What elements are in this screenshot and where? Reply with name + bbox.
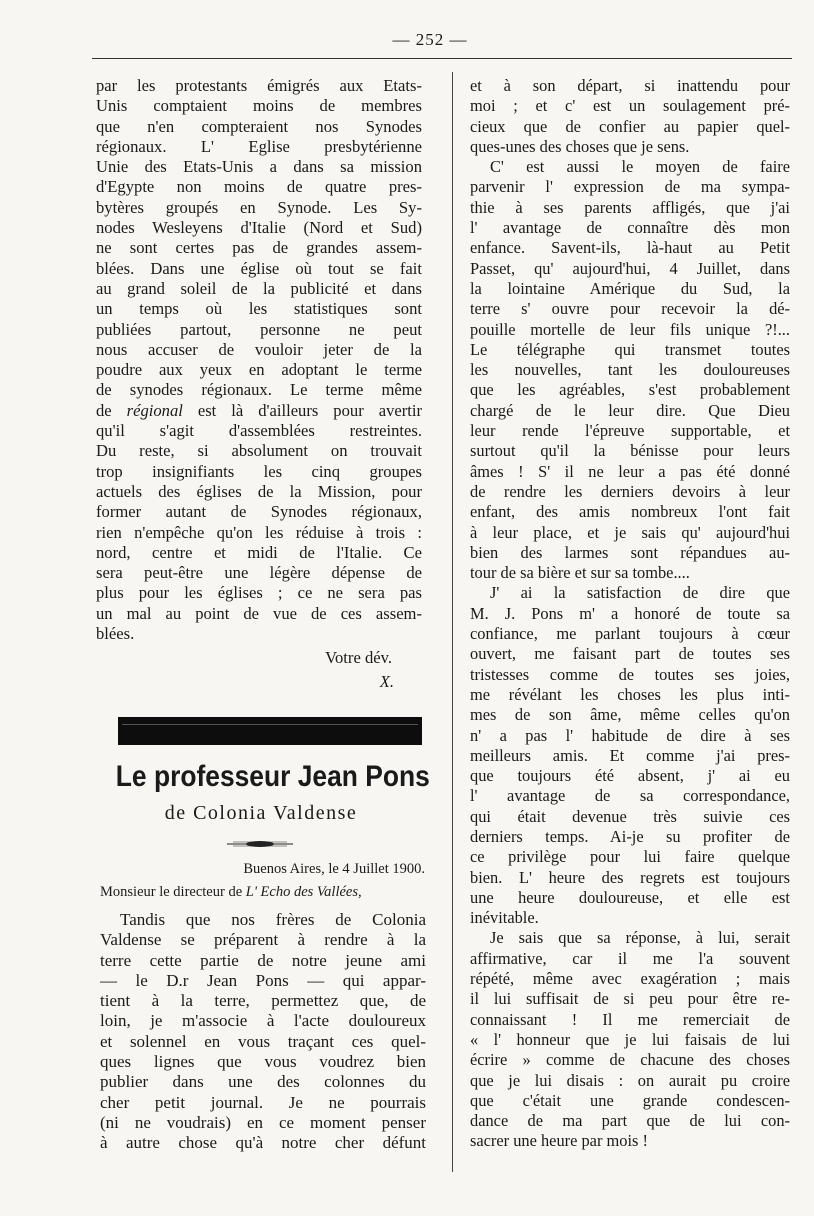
text-line: n' a pas l' habitude de dire à ses: [470, 725, 790, 745]
text-line: nous accuser de vouloir jeter de la: [96, 339, 422, 359]
text-line: ques lignes que vous voudrez bien: [100, 1052, 426, 1072]
dateline: Buenos Aires, le 4 Juillet 1900.: [243, 861, 425, 877]
text-line: former autant de Synodes régionaux,: [96, 502, 422, 522]
text-line: de régional est là d'ailleurs pour avertir: [96, 400, 422, 420]
text-line: C' est aussi le moyen de faire: [490, 157, 790, 177]
text-line: qu'il s'agit d'assemblées restreintes.: [96, 421, 422, 441]
text-line: il lui suffisait de si peu pour être re-: [470, 989, 790, 1009]
text-line: (ni ne voudrais) en ce moment penser: [100, 1112, 426, 1132]
text-line: et à son départ, si inattendu pour: [470, 76, 790, 95]
text-line: par les protestants émigrés aux Etats-: [96, 76, 422, 95]
salutation-prefix: Monsieur le directeur de: [100, 884, 246, 900]
signature-initial: X.: [379, 672, 394, 692]
text-line: tient à la terre, permettez que, de: [100, 991, 426, 1011]
text-line: et solennel en vous traçant ces quel-: [100, 1031, 426, 1051]
text-line: affirmative, car il me l'a souvent: [470, 948, 790, 968]
text-line: d'Egypte non moins de quatre pres-: [96, 177, 422, 197]
text-line: blées. Dans une église où tout se fait: [96, 258, 422, 278]
text-line: Unis comptaient moins de membres: [96, 96, 422, 116]
text-line: poudre aux yeux en adoptant le terme: [96, 360, 422, 380]
article-title: Le professeur Jean Pons: [115, 760, 430, 793]
text-line: « l' honneur que je lui faisais de lui: [470, 1029, 790, 1049]
text-line: sera peut-être une légère dépense de: [96, 563, 422, 583]
text-line: connaissant ! Il me remerciait de: [470, 1009, 790, 1029]
text-line: tristesses comme de toutes ses joies,: [470, 664, 790, 684]
article-body: [100, 910, 426, 1154]
text-line: Valdense se préparent à rendre à la: [100, 930, 426, 950]
text-line: régionaux. L' Eglise presbytérienne: [96, 136, 422, 156]
text-line: répété, même avec exagération ; mais: [470, 969, 790, 989]
text-line: bien des larmes sont répandues au-: [470, 542, 790, 562]
text-line: ques-unes des choses que je sens.: [470, 136, 690, 156]
text-line: tour de sa bière et sur sa tombe....: [470, 563, 690, 583]
salutation: [100, 884, 426, 901]
text-line: parvenir l' expression de ma sympa-: [470, 177, 790, 197]
text-line: sacrer une heure par mois !: [470, 1131, 648, 1151]
signature: Votre dév.: [325, 648, 392, 668]
text-line: la lointaine Amérique du Sud, la: [470, 278, 790, 298]
text-line: surtout qu'il la bénisse pour leurs: [470, 441, 790, 461]
left-column: [96, 76, 422, 696]
text-line: pouille mortelle de leur fils unique ?!...: [470, 319, 790, 339]
text-line: que toujours été absent, j' ai eu: [470, 766, 790, 786]
text-line: une heure douloureuse, et elle est: [470, 887, 790, 907]
text-line: au grand soleil de la publicité et dans: [96, 278, 422, 298]
text-line: leur rende l'épreuve supportable, et: [470, 421, 790, 441]
text-line: plus pour les églises ; ce ne sera pas: [96, 583, 422, 603]
text-line: à autre chose qu'à notre cher défunt: [100, 1133, 426, 1153]
text-line: mes de son âme, même celles qu'on: [470, 705, 790, 725]
text-line: cher petit journal. Je ne pourrais: [100, 1092, 426, 1112]
text-line: que n'en compteraient nos Synodes: [96, 116, 422, 136]
text-line: confiance, me parlant toujours à cœur: [470, 624, 790, 644]
text-line: ouvert, me faisant part de toutes ses: [470, 644, 790, 664]
text-line: enfance. Savent-ils, là-haut au Petit: [470, 238, 790, 258]
text-line: meilleurs amis. Et comme j'ai pres-: [470, 745, 790, 765]
text-line: que je lui disais : on aurait pu croire: [470, 1070, 790, 1090]
page-number: — 252 —: [392, 30, 468, 49]
text-line: bytères groupés en Synode. Les Sy-: [96, 197, 422, 217]
text-line: de rendre les derniers devoirs à leur: [470, 481, 790, 501]
text-line: moi ; et c' est un soulagement pré-: [470, 96, 790, 116]
text-line: J' ai la satisfaction de dire que: [490, 583, 790, 603]
text-line: Unie des Etats-Unis a dans sa mission: [96, 157, 422, 177]
text-line: Du reste, si absolument on trouvait: [96, 441, 422, 461]
text-line: — le D.r Jean Pons — qui appar-: [100, 970, 426, 990]
text-line: Passet, qu' aujourd'hui, 4 Juillet, dans: [470, 258, 790, 278]
text-line: publiées partout, personne ne peut: [96, 319, 422, 339]
text-line: que c'était une grande condescen-: [470, 1090, 790, 1110]
article-subtitle: de Colonia Valdense: [164, 802, 358, 824]
text-line: M. J. Pons m' a honoré de toute sa: [470, 603, 790, 623]
text-line: les nouvelles, tant les douloureuses: [470, 360, 790, 380]
text-line: Je sais que sa réponse, à lui, serait: [490, 928, 790, 948]
text-line: blées.: [96, 624, 135, 644]
text-line: loin, je m'associe à l'acte douloureux: [100, 1011, 426, 1031]
text-line: bien. L' heure des regrets est toujours: [470, 867, 790, 887]
text-line: que les agréables, s'est probablement: [470, 380, 790, 400]
text-line: Tandis que nos frères de Colonia: [120, 910, 426, 929]
text-line: me révélant les choses les plus inti-: [470, 684, 790, 704]
text-line: inévitable.: [470, 908, 539, 928]
text-line: un temps où les statistiques sont: [96, 299, 422, 319]
text-line: ce privilège pour lui faire quelque: [470, 847, 790, 867]
text-line: enfant, des amis nombreux l'ont fait: [470, 502, 790, 522]
text-line: écrire » comme de chacune des choses: [470, 1050, 790, 1070]
text-line: de synodes régionaux. Le terme même: [96, 380, 422, 400]
section-separator-bar: [118, 717, 422, 745]
text-line: derniers temps. Ai-je su profiter de: [470, 826, 790, 846]
text-line: rien n'empêche qu'on les réduise à trois :: [96, 522, 422, 542]
ornament-divider-icon: [225, 837, 295, 851]
text-line: chargé de le leur dire. Que Dieu: [470, 400, 790, 420]
text-line: l' avantage de sa correspondance,: [470, 786, 790, 806]
text-line: nord, centre et midi de l'Italie. Ce: [96, 542, 422, 562]
journal-name: L' Echo des Vallées,: [245, 884, 362, 900]
text-line: cieux que de confier au papier quel-: [470, 116, 790, 136]
text-line: publier dans une des colonnes du: [100, 1072, 426, 1092]
text-line: l' avantage de connaître dès mon: [470, 218, 790, 238]
text-line: terre cette partie de notre jeune ami: [100, 950, 426, 970]
text-line: dance de ma part que de lui con-: [470, 1111, 790, 1131]
column-divider: [452, 72, 453, 1172]
text-line: nodes Wesleyens d'Italie (Nord et Sud): [96, 218, 422, 238]
header-rule: [92, 58, 792, 59]
text-line: Le télégraphe qui transmet toutes: [470, 339, 790, 359]
text-line: ne sont certes pas de grandes assem-: [96, 238, 422, 258]
text-line: thie à ses parents affligés, que j'ai: [470, 197, 790, 217]
text-line: âmes ! S' il ne leur a pas été donné: [470, 461, 790, 481]
text-line: à leur place, et je sais qu' aujourd'hui: [470, 522, 790, 542]
text-line: trop insignifiants les cinq groupes: [96, 461, 422, 481]
right-column: [470, 76, 790, 1152]
text-line: actuels des églises de la Mission, pour: [96, 481, 422, 501]
text-line: un mal au point de vue de ces assem-: [96, 603, 422, 623]
text-line: terre s' ouvre pour recevoir la dé-: [470, 299, 790, 319]
text-line: qui était devenue très suivie ces: [470, 806, 790, 826]
